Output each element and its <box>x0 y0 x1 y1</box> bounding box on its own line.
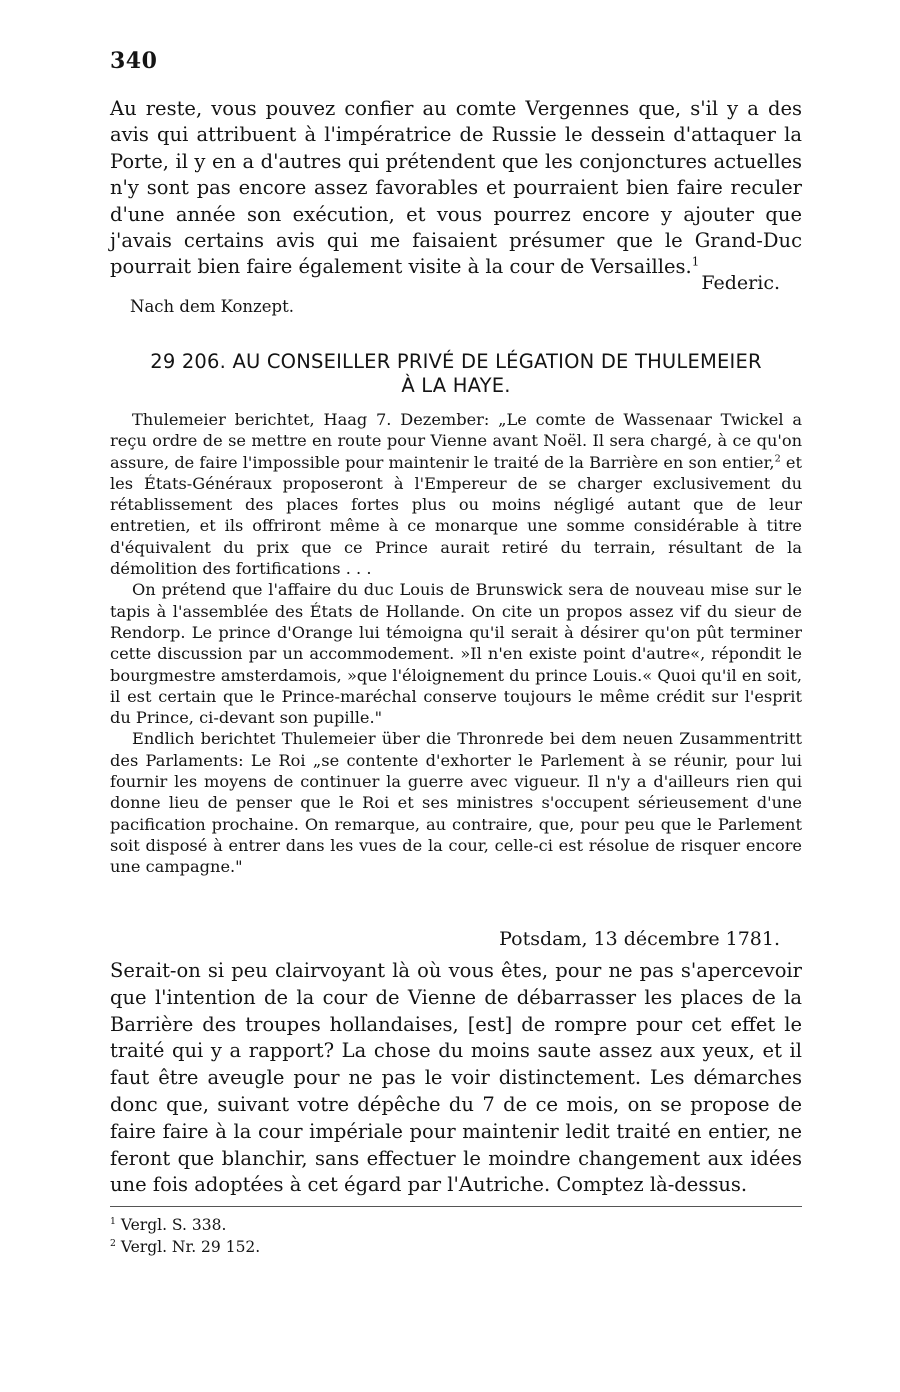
dateline: Potsdam, 13 décembre 1781. <box>499 928 780 950</box>
footnote-ref-1: 1 <box>691 254 700 269</box>
footnote-ref-2: 2 <box>774 453 781 465</box>
footnote-marker-2: 2 <box>110 1237 116 1249</box>
excerpt-paragraph-1 <box>110 409 802 579</box>
footnote-text-1: Vergl. S. 338. <box>115 1216 227 1234</box>
intro-text: Au reste, vous pouvez confier au comte Vergennes que, s'il y a des avis qui attribuent à l'impératrice de Russie le dessein d'attaquer la Porte, il y en a d'autres qui prétendent que les conjonctures actuelles n'y sont pas encore assez favorables et pourraient bien faire reculer d'une année son exécution, et vous pourrez encore y ajouter que j'avais certains avis qui me faisaient présumer que le Grand-Duc pourrait bien faire également visite à la cour de Versailles. <box>110 97 802 279</box>
report-excerpt <box>110 409 802 878</box>
footnote-1 <box>110 1214 260 1236</box>
document-heading <box>110 350 802 398</box>
excerpt-p1-part-a: Thulemeier berichtet, Haag 7. Dezember: „Le comte de Wassenaar Twickel a reçu ordre de se mettre en route pour Vienne avant Noël. Il sera chargé, à ce qu'on assure, de faire l'impossible pour maintenir le traité de la Barrière en son entier, <box>110 410 802 472</box>
heading-line-2: À LA HAYE. <box>401 374 511 397</box>
footnote-divider <box>110 1206 802 1207</box>
footnote-text-2: Vergl. Nr. 29 152. <box>115 1238 261 1256</box>
footnotes <box>110 1214 260 1258</box>
source-note: Nach dem Konzept. <box>130 297 294 316</box>
page-number: 340 <box>110 48 158 74</box>
footnote-2 <box>110 1236 260 1258</box>
heading-line-1: 29 206. AU CONSEILLER PRIVÉ DE LÉGATION DE THULEMEIER <box>150 350 762 373</box>
excerpt-paragraph-3: Endlich berichtet Thulemeier über die Thronrede bei dem neuen Zusammentritt des Parlaments: Le Roi „se contente d'exhorter le Parlement à se réunir, pour lui fournir les moyens de continuer la guerre avec vigueur. Il n'y a d'ailleurs rien qui donne lieu de penser que le Roi et ses ministres s'occupent sérieusement d'une pacification prochaine. On remarque, au contraire, que, pour peu que le Parlement soit disposé à entrer dans les vues de la cour, celle-ci est résolue de risquer encore une campagne." <box>110 729 802 877</box>
excerpt-p1-part-b: et les États-Généraux proposeront à l'Empereur de se charger exclusivement du rétablissement des places fortes plus ou moins négligé autant que de leur entretien, et ils offriront même à ce monarque une somme considérable à titre d'équivalent du prix que ce Prince aurait retiré du terrain, résultant de la démolition des fortifications . . . <box>110 452 803 579</box>
signature: Federic. <box>701 272 780 294</box>
letter-paragraph: Serait-on si peu clairvoyant là où vous êtes, pour ne pas s'apercevoir que l'intention de la cour de Vienne de débarrasser les places de la Barrière des troupes hollandaises, [est] de rompre pour cet effet le traité qui y a rapport? La chose du moins saute assez aux yeux, et il faut être aveugle pour ne pas le voir distinctement. Les démarches donc que, suivant votre dépêche du 7 de ce mois, on se propose de faire faire à la cour impériale pour maintenir ledit traité en entier, ne feront que blanchir, sans effectuer le moindre changement aux idées une fois adoptées à cet égard par l'Autriche. Comptez là-dessus. <box>110 959 802 1197</box>
intro-paragraph <box>110 96 802 281</box>
excerpt-paragraph-2: On prétend que l'affaire du duc Louis de Brunswick sera de nouveau mise sur le tapis à l'assemblée des États de Hollande. On cite un propos assez vif du sieur de Rendorp. Le prince d'Orange lui témoigna qu'il serait à désirer qu'on pût terminer cette discussion par un accommodement. »Il n'en existe point d'autre«, répondit le bourgmestre amsterdamois, »que l'éloignement du prince Louis.« Quoi qu'il en soit, il est certain que le Prince-maréchal conserve toujours le même crédit sur l'esprit du Prince, ci-devant son pupille." <box>110 580 802 728</box>
footnote-marker-1: 1 <box>110 1215 116 1227</box>
